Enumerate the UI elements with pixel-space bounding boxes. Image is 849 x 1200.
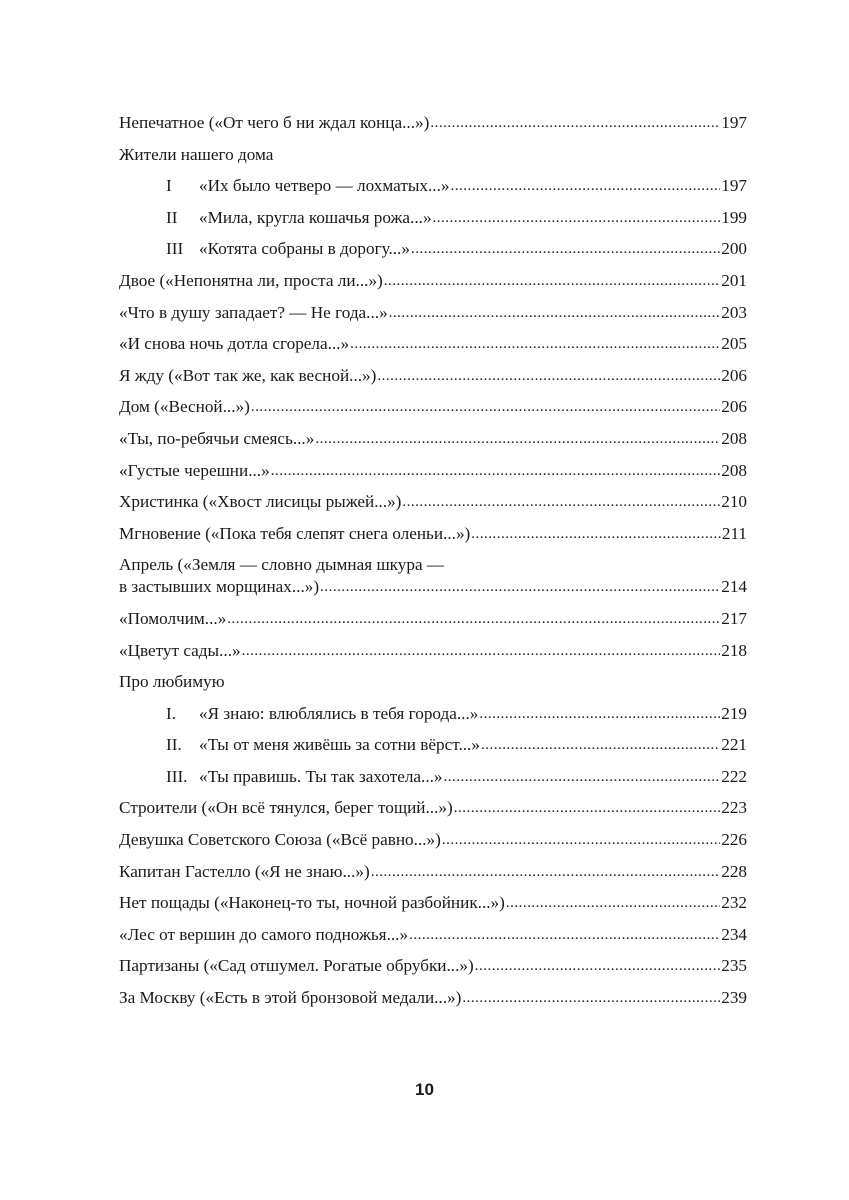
toc-entry-title: Дом («Весной...») (119, 397, 250, 417)
dot-leader (506, 892, 720, 914)
toc-entry-page: 218 (721, 640, 747, 660)
toc-entry (119, 112, 747, 134)
dot-leader (315, 428, 720, 450)
toc-entry-page: 206 (721, 397, 747, 417)
toc-entry (119, 861, 747, 883)
toc-entry-page: 239 (721, 988, 747, 1008)
dot-leader (442, 829, 720, 851)
toc-entry-title: Жители нашего дома (119, 144, 274, 164)
page-number: 10 (415, 1080, 434, 1099)
dot-leader (433, 207, 721, 229)
toc-entry (119, 491, 747, 513)
toc-entry-page: 222 (721, 766, 747, 786)
toc-entry-title: «Ты, по-ребячьи смеясь...» (119, 428, 315, 448)
dot-leader (479, 703, 720, 725)
toc-entry (119, 955, 747, 977)
toc-entry (119, 365, 747, 387)
toc-entry-title: Строители («Он всё тянулся, берег тощий...») (119, 798, 453, 818)
toc-entry-page: 208 (721, 460, 747, 480)
toc-entry-page: 208 (721, 428, 747, 448)
toc-entry-title: «Ты от меня живёшь за сотни вёрст...» (199, 735, 480, 755)
toc-entry (119, 270, 747, 292)
toc-entry-title: Капитан Гастелло («Я не знаю...») (119, 861, 370, 881)
toc-entry-title: «Их было четверо — лохматых...» (199, 176, 450, 196)
toc-entry-title: Девушка Советского Союза («Всё равно...») (119, 830, 441, 850)
dot-leader (384, 270, 720, 292)
toc-entry-title: Двое («Непонятна ли, проста ли...») (119, 270, 383, 290)
toc-subentry (119, 175, 747, 197)
dot-leader (402, 491, 720, 513)
toc-entry-title: Христинка («Хвост лисицы рыжей...») (119, 492, 402, 512)
toc-entry-title: «Мила, кругла кошачья рожа...» (199, 207, 432, 227)
toc-entry-title: «Густые черешни...» (119, 460, 270, 480)
toc-entry-title: «И снова ночь дотла сгорела...» (119, 334, 350, 354)
dot-leader (377, 365, 720, 387)
toc-entry-page: 199 (721, 207, 747, 227)
toc-entry-title: Про любимую (119, 672, 225, 692)
toc-entry-title: «Ты правишь. Ты так захотела...» (199, 766, 443, 786)
toc-entry-page: 205 (721, 334, 747, 354)
toc-subentry (119, 703, 747, 725)
toc-entry (119, 554, 747, 598)
dot-leader (350, 333, 720, 355)
toc-entry-page: 223 (721, 798, 747, 818)
dot-leader (320, 576, 720, 598)
toc-entry-page: 214 (721, 577, 747, 597)
dot-leader (462, 987, 720, 1009)
dot-leader (242, 640, 721, 662)
toc-entry-title: «Я знаю: влюблялись в тебя города...» (199, 703, 479, 723)
toc-entry (119, 608, 747, 630)
toc-entry-page: 234 (721, 924, 747, 944)
toc-entry (119, 523, 747, 545)
toc-entry-page: 235 (721, 956, 747, 976)
dot-leader (227, 608, 720, 630)
toc-entry-title: За Москву («Есть в этой бронзовой медали...») (119, 988, 462, 1008)
toc-entry (119, 396, 747, 418)
dot-leader (371, 861, 721, 883)
toc-subentry (119, 238, 747, 260)
toc-entry (119, 333, 747, 355)
toc-entry-title: Непечатное («От чего б ни ждал конца...») (119, 113, 430, 132)
toc-subentry (119, 207, 747, 229)
dot-leader (411, 238, 720, 260)
toc-entry (119, 892, 747, 914)
dot-leader (454, 797, 721, 819)
dot-leader (409, 924, 720, 946)
toc-entry (119, 924, 747, 946)
toc-entry-title: «Помолчим...» (119, 608, 227, 628)
toc-entry-title: «Цветут сады...» (119, 640, 241, 660)
toc-entry-page: 200 (721, 239, 747, 259)
dot-leader (450, 175, 720, 197)
toc-entry-page: 203 (721, 302, 747, 322)
toc-entry-page: 219 (721, 703, 747, 723)
toc-entry-title: Нет пощады («Наконец-то ты, ночной разбойник...») (119, 893, 505, 913)
toc-entry-page: 197 (721, 113, 747, 132)
toc-entry-page: 226 (721, 830, 747, 850)
toc-subentry (119, 734, 747, 756)
table-of-contents (119, 112, 747, 1019)
dot-leader (481, 734, 720, 756)
toc-entry-title: Партизаны («Сад отшумел. Рогатые обрубки...») (119, 956, 474, 976)
toc-subentry (119, 766, 747, 788)
toc-subentry-number: II. (166, 735, 182, 755)
toc-entry-page: 211 (721, 523, 747, 543)
toc-entry-title: «Лес от вершин до самого подножья...» (119, 924, 409, 944)
toc-entry-page: 201 (721, 270, 747, 290)
toc-entry-title: «Котята собраны в дорогу...» (199, 239, 410, 259)
toc-entry-page: 228 (721, 861, 747, 881)
toc-entry-page: 232 (721, 893, 747, 913)
dot-leader (430, 112, 720, 134)
toc-entry-title-continued: в застывших морщинах...») (119, 577, 320, 597)
toc-entry-page: 197 (721, 176, 747, 196)
toc-entry (119, 460, 747, 482)
toc-entry (119, 640, 747, 662)
toc-entry-title: Мгновение («Пока тебя слепят снега оленьи...») (119, 523, 471, 543)
dot-leader (251, 396, 720, 418)
toc-subentry-number: I. (166, 703, 177, 723)
toc-entry-title: Я жду («Вот так же, как весной...») (119, 365, 377, 385)
toc-subentry-number: II (166, 207, 178, 227)
toc-entry-page: 217 (721, 608, 747, 628)
dot-leader (389, 302, 721, 324)
toc-entry-page: 221 (721, 735, 747, 755)
toc-entry (119, 987, 747, 1009)
toc-subentry-number: III. (166, 766, 188, 786)
dot-leader (271, 460, 721, 482)
toc-subentry-number: III (166, 239, 184, 259)
toc-section-heading (119, 144, 747, 166)
dot-leader (471, 523, 721, 545)
toc-entry-title: «Что в душу западает? — Не года...» (119, 302, 388, 322)
toc-entry-page: 206 (721, 365, 747, 385)
dot-leader (475, 955, 721, 977)
toc-subentry-number: I (166, 176, 172, 196)
toc-entry (119, 428, 747, 450)
toc-entry-title: Апрель («Земля — словно дымная шкура — (119, 555, 445, 575)
toc-entry-page: 210 (721, 492, 747, 512)
dot-leader (444, 766, 721, 788)
toc-entry (119, 797, 747, 819)
toc-entry (119, 829, 747, 851)
toc-section-heading (119, 671, 747, 693)
toc-entry (119, 302, 747, 324)
